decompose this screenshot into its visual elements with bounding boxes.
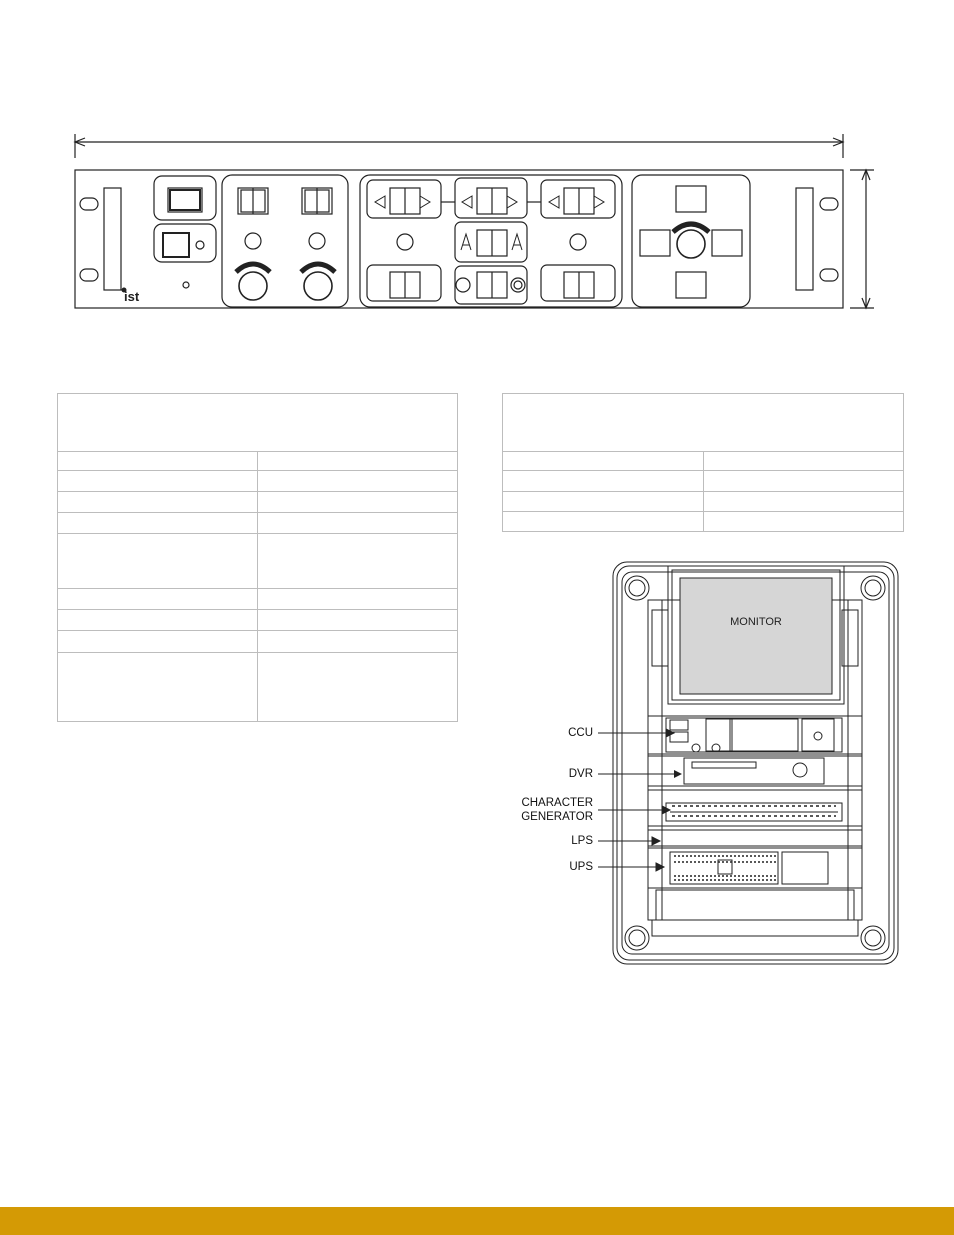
control-section — [360, 175, 622, 307]
power-switch-frame — [154, 176, 216, 220]
table-row — [58, 610, 457, 631]
monitor-screen — [680, 578, 832, 694]
rack-label-arrows — [596, 720, 676, 880]
table-row — [58, 631, 457, 653]
lps-label: LPS — [571, 835, 593, 847]
mount-slot — [80, 269, 98, 281]
table-row — [503, 471, 903, 492]
char-gen-label-line2: GENERATOR — [521, 811, 593, 823]
front-panel-svg — [0, 120, 954, 320]
front-panel-diagram — [0, 120, 954, 320]
char-gen-label-line1: CHARACTER — [521, 797, 593, 809]
table-left-header — [58, 394, 457, 452]
table-row — [58, 492, 457, 513]
table-row — [58, 513, 457, 534]
pan-tilt-section — [632, 175, 750, 307]
panel-handle-right — [796, 188, 813, 290]
footer-bar — [0, 1207, 954, 1235]
table-row — [58, 452, 457, 471]
ups-unit — [648, 848, 862, 888]
table-row — [58, 471, 457, 492]
dvr-label: DVR — [568, 768, 593, 780]
lps-unit — [648, 830, 862, 846]
table-row — [503, 512, 903, 531]
table-row — [503, 452, 903, 471]
ups-label: UPS — [569, 861, 593, 873]
panel-handle-left — [104, 188, 121, 290]
ccu-unit — [648, 716, 862, 754]
mount-slot — [80, 198, 98, 210]
spec-table-left — [57, 393, 458, 722]
table-row — [58, 589, 457, 610]
dvr-arrowhead — [672, 769, 684, 779]
table-row — [503, 492, 903, 512]
monitor-label: MONITOR — [730, 616, 782, 628]
table-row — [58, 653, 457, 721]
spec-table-right — [502, 393, 904, 532]
mount-slot — [820, 198, 838, 210]
ccu-label: CCU — [568, 727, 593, 739]
mount-slot — [820, 269, 838, 281]
table-right-header — [503, 394, 903, 452]
table-row — [58, 534, 457, 589]
panel-logo: ist — [124, 289, 140, 304]
